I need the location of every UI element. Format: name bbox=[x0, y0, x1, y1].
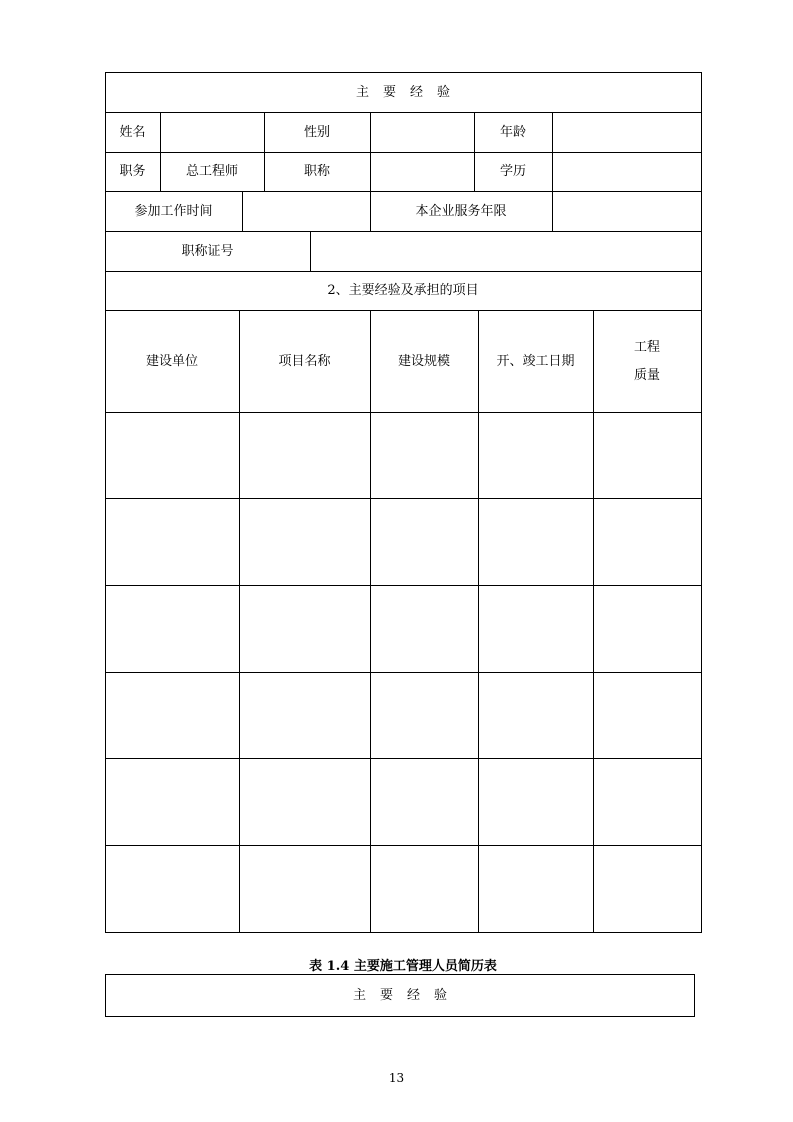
table-2-header: 主要经验 bbox=[352, 988, 461, 1003]
section-title: 2、主要经验及承担的项目 bbox=[327, 283, 479, 298]
table-rule bbox=[370, 112, 371, 192]
quality-line-1: 工程 bbox=[633, 339, 660, 355]
gender-label: 性别 bbox=[303, 124, 330, 140]
table-rule bbox=[105, 498, 702, 499]
experience-table-2 bbox=[105, 974, 695, 1017]
quality-line-2: 质量 bbox=[633, 367, 660, 383]
table-rule bbox=[105, 412, 702, 413]
table-rule bbox=[105, 758, 702, 759]
table-rule bbox=[310, 231, 311, 272]
title-label: 职称 bbox=[303, 164, 330, 179]
table-rule bbox=[105, 672, 702, 673]
table-rule bbox=[552, 112, 553, 192]
table-rule bbox=[552, 191, 553, 232]
table-rule bbox=[242, 191, 243, 232]
table-rule bbox=[701, 72, 702, 933]
table-header: 主要经验 bbox=[355, 84, 464, 100]
column-header-scale: 建设规模 bbox=[397, 353, 450, 369]
age-label: 年龄 bbox=[499, 124, 526, 140]
column-header-quality bbox=[593, 310, 701, 412]
table-rule bbox=[105, 932, 702, 933]
column-header-unit: 建设单位 bbox=[145, 353, 198, 369]
table-caption: 表 1.4 主要施工管理人员简历表 bbox=[309, 958, 497, 974]
name-label: 姓名 bbox=[119, 124, 146, 140]
column-header-project: 项目名称 bbox=[278, 353, 331, 369]
table-rule bbox=[105, 845, 702, 846]
position-value: 总工程师 bbox=[185, 164, 238, 179]
column-header-dates: 开、竣工日期 bbox=[496, 353, 575, 369]
certificate-number-label: 职称证号 bbox=[181, 243, 234, 259]
page-number: 13 bbox=[388, 1071, 405, 1085]
position-label: 职务 bbox=[119, 164, 146, 179]
work-start-label: 参加工作时间 bbox=[134, 203, 213, 219]
education-label: 学历 bbox=[499, 164, 526, 179]
table-rule bbox=[105, 112, 702, 113]
service-years-label: 本企业服务年限 bbox=[415, 203, 507, 219]
table-rule bbox=[105, 585, 702, 586]
